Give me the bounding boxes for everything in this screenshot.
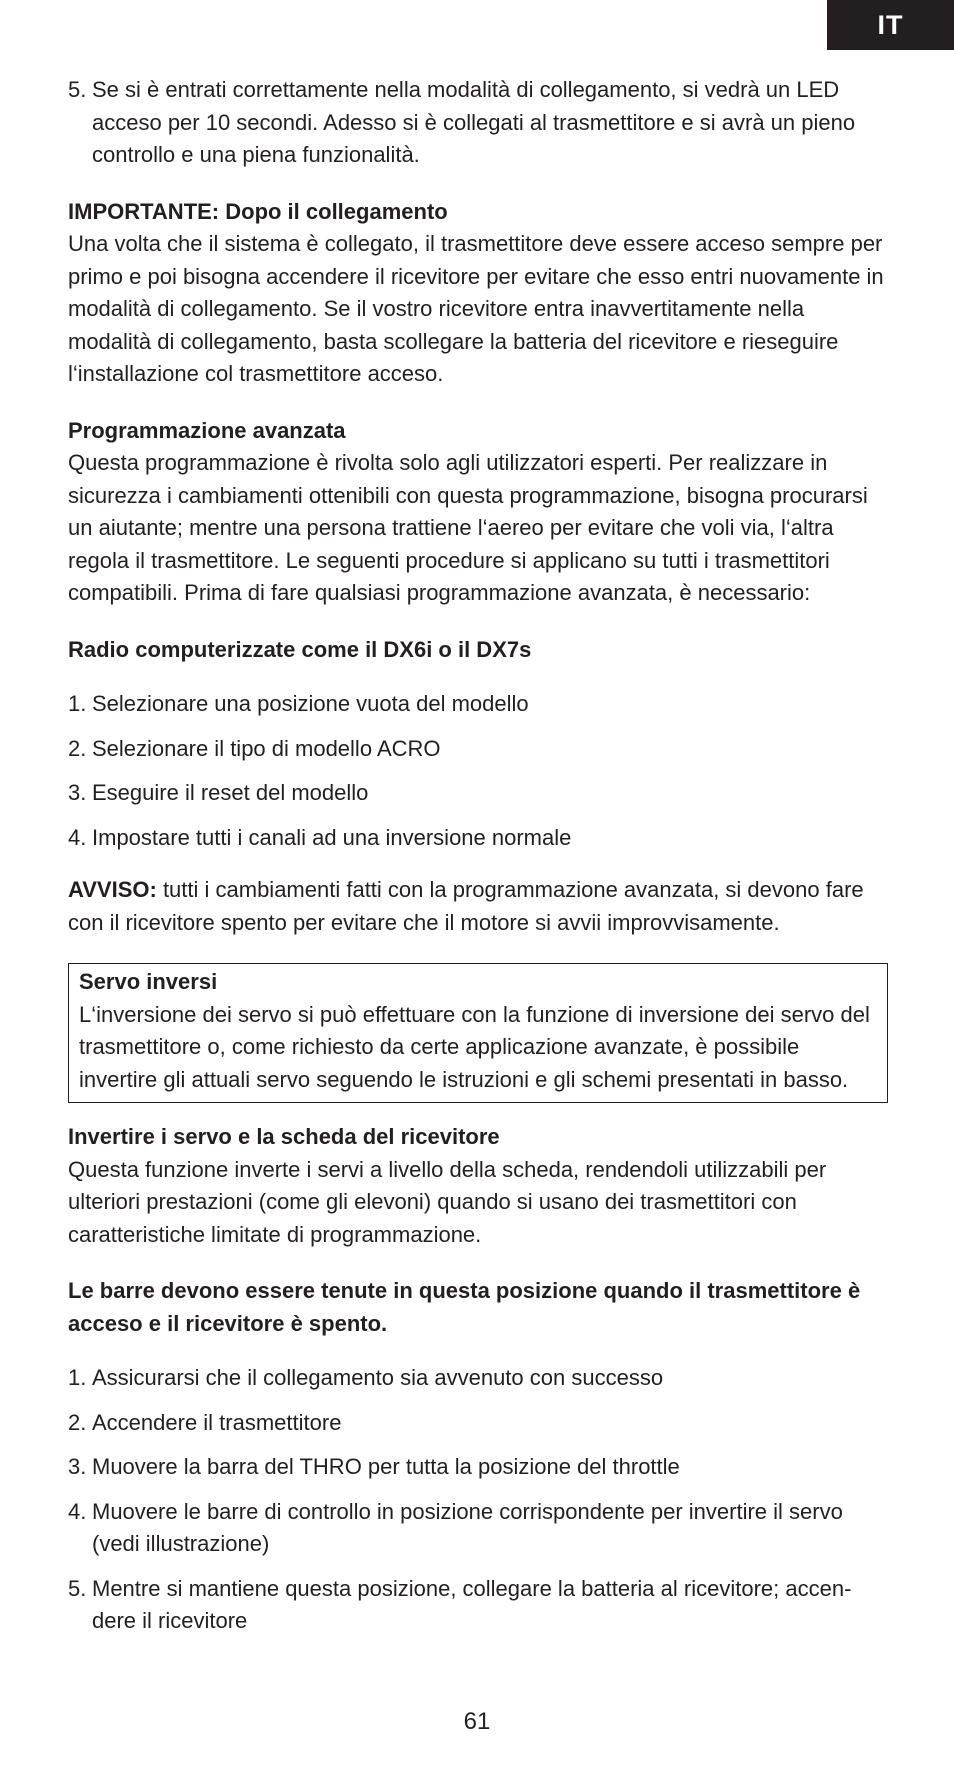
list-item — [68, 1496, 888, 1561]
servo-reverse-box — [68, 963, 888, 1103]
invert-heading: Invertire i servo e la scheda del ricevitore — [68, 1124, 500, 1149]
sticks-heading: Le barre devono essere tenute in questa posizione quando il trasmettitore è acceso e il ricevitore è spento. — [68, 1278, 861, 1336]
radio-steps-list — [68, 688, 888, 854]
important-body: Una volta che il sistema è collegato, il trasmettitore deve essere acceso sempre per primo e poi bisogna accendere il ricevitore per evitare che esso entri nuovamente in modalità di collegamento. Se il vostro ricevitore entra inavvertitamente nella modalità di collegamento, basta scollegare la batteria del ricevitore e rieseguire l‘installazione col trasmettitore acceso. — [68, 231, 884, 386]
advanced-body: Questa programmazione è rivolta solo agli utilizzatori esperti. Per realizzare in sicurezza i cambiamenti ottenibili con questa programmazione, bisogna procurarsi un aiutante; mentre una persona trattiene l‘aereo per evitare che voli via, l‘altra regola il trasmettitore. Le seguenti procedure si applicano su tutti i trasmettitori compatibili. Prima di fare qualsiasi programmazione avanzata, è necessario: — [68, 450, 868, 605]
page-number: 61 — [463, 1708, 491, 1735]
step-number: 5. — [68, 77, 87, 102]
language-tab: IT — [827, 0, 954, 50]
list-item — [68, 1573, 888, 1638]
list-item — [68, 1407, 888, 1440]
step-number: 3. — [68, 780, 87, 805]
step-number: 5. — [68, 1575, 87, 1601]
step-number: 4. — [68, 824, 87, 850]
step-number: 1. — [68, 1365, 87, 1390]
step-text: Impostare tutti i canali ad una inversione normale — [92, 824, 572, 850]
step-text: Se si è entrati correttamente nella modalità di collegamento, si vedrà un LED acceso per 10 secondi. Adesso si è collegati al trasmettitore e si avrà un pieno controllo e una piena funzionalità. — [92, 77, 856, 167]
page-content — [68, 74, 888, 1658]
servo-box-heading: Servo inversi — [79, 969, 218, 994]
step-text: Accendere il trasmettitore — [92, 1409, 342, 1435]
important-heading: IMPORTANTE: Dopo il collegamento — [68, 198, 448, 224]
list-item — [68, 1362, 888, 1395]
radio-heading: Radio computerizzate come il DX6i o il DX7s — [68, 636, 532, 662]
step-number: 2. — [68, 1409, 87, 1435]
list-item — [68, 777, 888, 810]
step-text: Eseguire il reset del modello — [92, 780, 369, 805]
step-text: Selezionare il tipo di modello ACRO — [92, 735, 441, 761]
list-item — [68, 688, 888, 721]
advanced-heading: Programmazione avanzata — [68, 417, 346, 443]
sticks-steps-list — [68, 1362, 888, 1638]
step-text: Selezionare una posizione vuota del modello — [92, 691, 529, 716]
notice-text: tutti i cambiamenti fatti con la programmazione avanzata, si devono fare con il ricevitore spento per evitare che il motore si avvii improvvisamente. — [68, 877, 864, 935]
step-number: 3. — [68, 1454, 87, 1479]
step-number: 2. — [68, 735, 87, 761]
step-text: Muovere le barre di controllo in posizione corrispondente per invertire il servo (vedi illustrazione) — [92, 1498, 843, 1556]
step-number: 4. — [68, 1498, 87, 1524]
step-text: Muovere la barra del THRO per tutta la posizione del throttle — [92, 1454, 680, 1479]
invert-body: Questa funzione inverte i servi a livello della scheda, rendendoli utilizzabili per ulteriori prestazioni (come gli elevoni) quando si usano dei trasmettitori con caratteristiche limitate di programmazione. — [68, 1156, 827, 1247]
servo-box-body: L‘inversione dei servo si può effettuare con la funzione di inversione dei servo del trasmettitore o, come richiesto da certe applicazione avanzate, è possibile invertire gli attuali servo seguendo le istruzioni e gli schemi presentati in basso. — [79, 1001, 870, 1092]
list-item — [68, 822, 888, 855]
step-number: 1. — [68, 691, 87, 716]
step-text: Mentre si mantiene questa posizione, collegare la batteria al ricevitore; accen-dere il ricevitore — [92, 1575, 852, 1633]
notice-paragraph — [68, 874, 888, 939]
notice-label: AVVISO: — [68, 877, 157, 902]
step-5-top — [68, 74, 888, 172]
step-text: Assicurarsi che il collegamento sia avvenuto con successo — [92, 1365, 664, 1390]
list-item — [68, 733, 888, 766]
list-item — [68, 1451, 888, 1484]
